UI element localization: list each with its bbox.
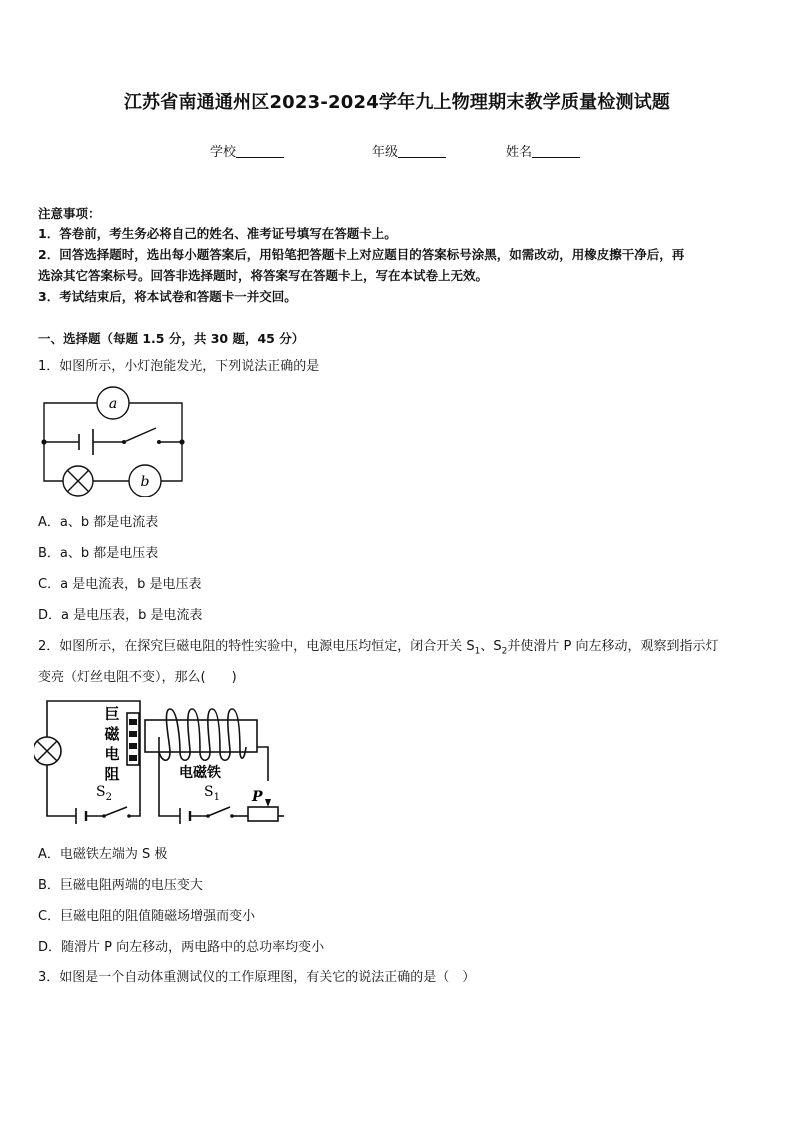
name-field [506, 141, 580, 160]
name-blank [532, 145, 580, 158]
junction-dot [41, 439, 46, 444]
junction-dot [179, 439, 184, 444]
grade-field [372, 141, 446, 160]
q2-option-b: B．巨磁电阻两端的电压变大 [38, 878, 203, 893]
gmr-label-char: 磁 [104, 725, 120, 743]
school-field [210, 141, 284, 160]
name-label: 姓名 [506, 145, 533, 160]
switch-s2-label: $S_2$ [96, 784, 112, 803]
electromagnet-label: 电磁铁 [179, 765, 221, 781]
switch-contact [157, 440, 161, 444]
note-item: 选涂其它答案标号。回答非选择题时，将答案写在答题卡上，写在本试卷上无效。 [38, 268, 489, 283]
q1-option-d: D．a 是电压表，b 是电流表 [38, 608, 203, 623]
school-blank [236, 145, 284, 158]
q2-option-a: A．电磁铁左端为 S 极 [38, 847, 168, 862]
switch-contact [122, 440, 126, 444]
switch-s1-label: $S_1$ [204, 784, 220, 803]
gmr-label-char: 电 [104, 745, 120, 763]
q1-circuit-diagram [36, 385, 192, 497]
q2-option-c: C．巨磁电阻的阻值随磁场增强而变小 [38, 909, 256, 924]
q1-option-a: A．a、b 都是电流表 [38, 515, 159, 530]
school-label: 学校 [210, 145, 237, 160]
note-item: 3．考试结束后，将本试卷和答题卡一并交回。 [38, 289, 297, 304]
q1-option-c: C．a 是电流表，b 是电压表 [38, 577, 202, 592]
note-item: 1．答卷前，考生务必将自己的姓名、准考证号填写在答题卡上。 [38, 226, 397, 241]
slider-p-label: P [252, 789, 263, 805]
q2-stem-line2: 变亮（灯丝电阻不变），那么( ) [38, 670, 237, 685]
meter-a-label: a [108, 396, 118, 412]
gmr-label-char: 巨 [104, 705, 120, 723]
notes-heading: 注意事项： [38, 206, 101, 221]
q3-stem: 3．如图是一个自动体重测试仪的工作原理图，有关它的说法正确的是（ ） [38, 970, 476, 985]
slider-arrow-icon [265, 799, 271, 807]
q1-option-b: B．a、b 都是电压表 [38, 546, 159, 561]
page-title: 江苏省南通通州区2023-2024学年九上物理期末教学质量检测试题 [123, 92, 671, 113]
grade-blank [398, 145, 446, 158]
grade-label: 年级 [372, 145, 399, 160]
meter-b-label: b [140, 474, 150, 490]
gmr-label-char: 阻 [104, 765, 120, 783]
q1-stem: 1．如图所示，小灯泡能发光，下列说法正确的是 [38, 359, 320, 374]
section-heading: 一、选择题（每题 1.5 分，共 30 题，45 分） [38, 331, 305, 346]
q2-stem-line1: 2．如图所示，在探究巨磁电阻的特性实验中，电源电压均恒定，闭合开关 $S_1$、$S_2$并使滑片 P 向左移动，观察到指示灯 [38, 639, 719, 657]
note-item: 2．回答选择题时，选出每小题答案后，用铅笔把答题卡上对应题目的答案标号涂黑，如需改动，用橡皮擦干净后，再 [38, 247, 685, 262]
q2-option-d: D．随滑片 P 向左移动，两电路中的总功率均变小 [38, 940, 325, 955]
q2-gmr-circuit-diagram [34, 697, 284, 827]
rheostat [248, 807, 278, 821]
